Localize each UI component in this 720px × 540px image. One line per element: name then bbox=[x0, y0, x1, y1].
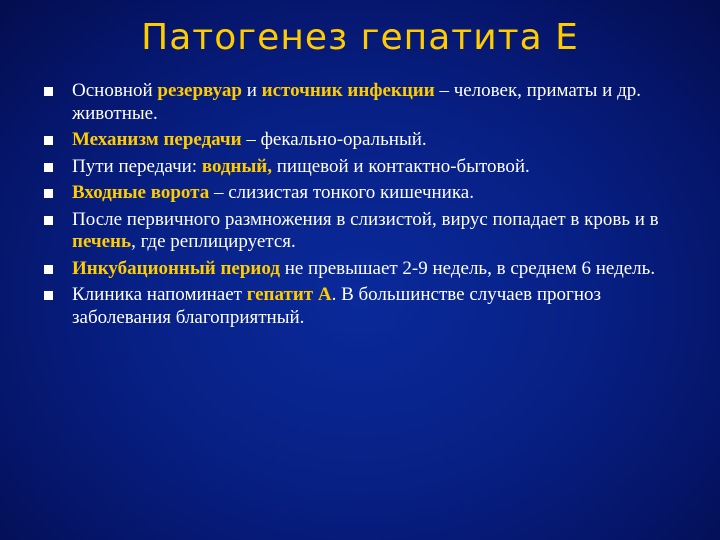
square-bullet-icon bbox=[44, 136, 53, 145]
bullet-text: , где реплицируется. bbox=[131, 231, 296, 252]
square-bullet-icon bbox=[44, 189, 53, 198]
square-bullet-icon bbox=[44, 163, 53, 172]
bullet-list bbox=[40, 80, 690, 333]
highlighted-term: печень bbox=[72, 231, 132, 252]
bullet-text: Основной bbox=[72, 80, 158, 101]
bullet-text: После первичного размножения в слизистой, вирус попадает в кровь и в bbox=[72, 208, 659, 230]
highlighted-term: Входные ворота bbox=[72, 182, 210, 203]
bullet-text: . В большинстве случаев прогноз заболевания благоприятный. bbox=[72, 284, 602, 328]
bullet-item bbox=[40, 129, 690, 152]
bullet-item bbox=[40, 156, 690, 179]
bullet-text: не превышает 2-9 недель, в среднем 6 недель. bbox=[279, 257, 656, 279]
highlighted-term: Инкубационный период bbox=[72, 257, 280, 279]
highlighted-term: водный, bbox=[201, 155, 273, 177]
square-bullet-icon bbox=[44, 265, 53, 274]
bullet-text: Клиника напоминает bbox=[72, 284, 247, 305]
highlighted-term: Механизм передачи bbox=[72, 129, 242, 150]
bullet-text: – слизистая тонкого кишечника. bbox=[209, 182, 474, 203]
bullet-text: пищевой и контактно-бытовой. bbox=[272, 155, 530, 177]
bullet-text: Пути передачи: bbox=[72, 155, 202, 177]
highlighted-term: гепатит А bbox=[246, 284, 332, 305]
slide-title: Патогенез гепатита Е bbox=[141, 17, 579, 58]
bullet-text: – фекально-оральный. bbox=[241, 129, 427, 150]
highlighted-term: резервуар bbox=[157, 80, 242, 101]
square-bullet-icon bbox=[44, 216, 53, 225]
bullet-text: и bbox=[241, 80, 262, 101]
bullet-text: – человек, приматы и др. животные. bbox=[72, 80, 642, 124]
bullet-item bbox=[40, 209, 690, 254]
bullet-item bbox=[40, 284, 690, 329]
bullet-item bbox=[40, 80, 690, 125]
bullet-item bbox=[40, 258, 690, 281]
square-bullet-icon bbox=[44, 87, 53, 96]
highlighted-term: источник инфекции bbox=[261, 80, 435, 101]
square-bullet-icon bbox=[44, 291, 53, 300]
bullet-item bbox=[40, 182, 690, 205]
